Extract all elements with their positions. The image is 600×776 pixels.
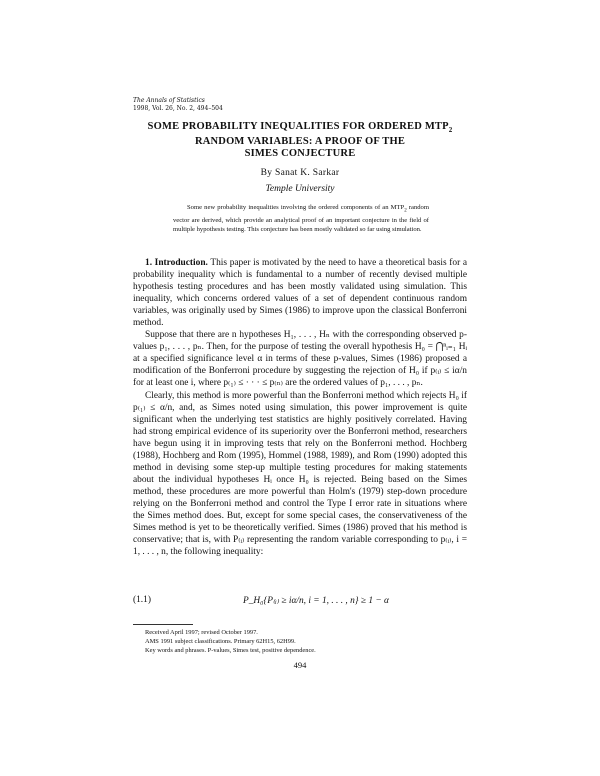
section-heading: 1. Introduction. (145, 258, 208, 268)
abstract: Some new probability inequalities involving the ordered components of an $MTP_2$ random vector are derived, which provide an analytical proof of an important conjecture in the field of multiple hypothesis testing. This conjecture has been mostly validated so far using simulation. (173, 204, 429, 233)
section-introduction (133, 257, 467, 558)
page-number: 494 (293, 660, 307, 670)
title-line-3: SIMES CONJECTURE (244, 148, 356, 160)
affiliation: Temple University (265, 184, 335, 194)
journal-volume-line: 1998, Vol. 26, No. 2, 494–504 (133, 105, 223, 112)
footnotes (145, 628, 316, 656)
title-line-2: RANDOM VARIABLES: A PROOF OF THE (194, 136, 406, 148)
received-note: Received April 1997; revised October 1997. (145, 629, 258, 636)
paragraph-2: Suppose that there are n hypotheses H₁, . . . , Hₙ with the corresponding observed p-values p₁, . . . , pₙ. Then, for the purpose of testing the overall hypothesis H₀ = ⋂ⁿᵢ₌₁ Hᵢ at a specified significance level α in terms of these p-values, Simes (1986) proposed a modification of the Bonferroni procedure by suggesting the rejection of H₀ if p₍ᵢ₎ ≤ iα/n for at least one i, where p₍₁₎ ≤ · · · ≤ p₍ₙ₎ are the ordered values of p₁, . . . , pₙ. (133, 330, 467, 389)
journal-name: The Annals of Statistics (133, 97, 205, 104)
author: By Sanat K. Sarkar (260, 168, 340, 178)
equation-expression: P_H₀{P₍ᵢ₎ ≥ iα/n, i = 1, . . . , n} ≥ 1 − α (243, 596, 389, 606)
keywords-note: Key words and phrases. P-values, Simes test, positive dependence. (145, 647, 316, 655)
paragraph-1: 1. Introduction. This paper is motivated by the need to have a theoretical basis for a probability inequality which is fundamental to a number of recently devised multiple hypothesis testing procedures and has been mostly validated using simulation. This inequality, which concerns ordered values of a set of dependent continuous random variables, was originally used by Simes (1986) to improve upon the classical Bonferroni method. (133, 258, 468, 329)
footnote-rule (133, 624, 193, 625)
journal-header (133, 97, 223, 113)
equation-number: (1.1) (133, 595, 151, 605)
paragraph-3: Clearly, this method is more powerful than the Bonferroni method which rejects H₀ if p₍₁₎ ≤ α/n, and, as Simes noted using simulation, this power improvement is quite significant when the underlying test statistics are highly positively correlated. Having had strong empirical evidence of its superiority over the Bonferroni method, researchers have begun using it in improving tests that rely on the Bonferroni method. Hochberg (1988), Hochberg and Rom (1995), Hommel (1988, 1989), and Rom (1990) adopted this method in devising some step-up multiple testing procedures for making statements about the individual hypotheses Hᵢ once H₀ is rejected. Being based on the Simes method, these procedures are more powerful than Holm's (1979) step-down procedure relying on the Bonferroni method and control the Type I error rate in situations where the Simes method does. But, except for some special cases, the conservativeness of the Simes method is yet to be theoretically verified. Simes (1986) proved that his method is conservative; that is, with P₍ᵢ₎ representing the random variable corresponding to p₍ᵢ₎, i = 1, . . . , n, the following inequality: (133, 390, 467, 558)
ams-classification: AMS 1991 subject classifications. Primary 62H15, 62H99. (145, 638, 296, 646)
title-line-1: SOME PROBABILITY INEQUALITIES FOR ORDERED $MTP_2$ (147, 121, 453, 135)
paper-title (133, 121, 467, 160)
